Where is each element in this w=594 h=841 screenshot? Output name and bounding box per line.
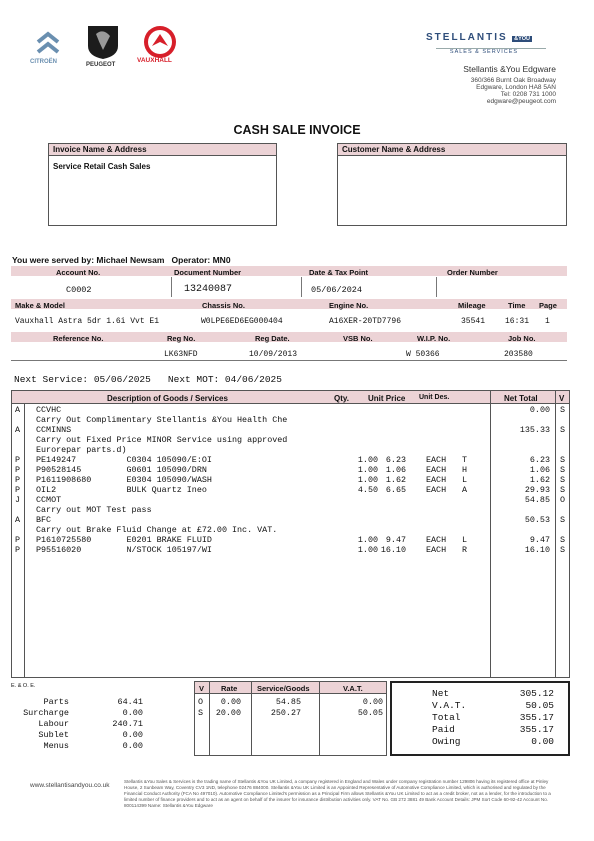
line-net: 54.85 [524,495,550,505]
vat-code: S [198,708,204,718]
line-net: 29.93 [524,485,550,495]
invoice-title: CASH SALE INVOICE [233,123,361,137]
line-net: 9.47 [529,535,550,545]
line-unit: EACH [426,465,447,475]
vat-analysis [194,681,387,756]
col-v-header: V [559,394,565,403]
line-desc: Carry out Brake Fluid Change at £72.00 Inc. VAT. [36,525,278,535]
summary-value: 50.05 [525,700,554,711]
reg-label: Reg No. [167,334,196,343]
line-desc: P1611908680 E0304 105090/WASH [36,475,212,485]
subtotal-value: 240.71 [112,719,143,729]
chassis-label: Chassis No. [202,301,245,310]
citroen-wordmark: CITROËN [30,59,57,65]
citroen-logo [28,28,68,68]
col-net-header: Net Total [504,394,538,403]
line-item [12,415,569,425]
subtotal-label: Labour [38,719,69,729]
peugeot-wordmark: PEUGEOT [86,62,116,68]
account-no-label: Account No. [56,268,101,277]
line-item [12,475,569,485]
regdate-label: Reg Date. [255,334,290,343]
date-label: Date & Tax Point [309,268,369,277]
line-desc: CCVHC [36,405,62,415]
doc-no: 13240087 [184,284,233,295]
eoe-note: E. & O. E. [11,683,36,689]
dealer-addr2: Edgware, London HA8 5AN [476,84,556,91]
dealer-email: edgware@peugeot.com [486,98,556,105]
summary-row [392,712,568,722]
summary-value: 0.00 [531,736,554,747]
stellantis-wordmark: STELLANTIS [426,32,508,43]
summary-row [392,736,568,746]
subtotal-value: 64.41 [117,697,143,707]
line-vat-code: A [462,485,468,495]
line-desc: Eurorepar parts.d) [36,445,127,455]
col-qty-header: Qty. [334,394,349,403]
make-value: Vauxhall Astra 5dr 1.6i Vvt E1 [15,317,160,326]
dealer-address [463,64,556,105]
line-vat: S [560,455,566,465]
peugeot-logo [84,24,124,68]
subtotal-value: 0.00 [122,741,143,751]
line-price: 6.65 [385,485,406,495]
wip-value: W 50366 [406,350,440,359]
line-qty: 4.50 [357,485,378,495]
subtotal-label: Surcharge [23,708,69,718]
line-unit: EACH [426,455,447,465]
line-net: 1.62 [529,475,550,485]
line-item [12,455,569,465]
account-no: C0002 [66,285,92,295]
order-label: Order Number [447,268,498,277]
vat-goods: 54.85 [275,697,301,707]
page-label: Page [539,301,557,310]
date-value: 05/06/2024 [311,285,363,295]
chassis-value: W0LPE6ED6EG000404 [201,317,283,326]
invoice-summary [390,681,570,756]
subtotal-row [11,741,151,751]
customer-address-label: Customer Name & Address [338,144,566,156]
mileage-value: 35541 [461,317,486,326]
line-vat: S [560,475,566,485]
line-qty: 1.00 [357,535,378,545]
line-unit: EACH [426,485,447,495]
dealer-name: Stellantis &You Edgware [463,64,556,74]
line-price: 16.10 [380,545,406,555]
vat-rate-header: Rate [221,684,238,693]
line-vat-code: L [462,535,468,545]
vat-rate: 20.00 [215,708,241,718]
vauxhall-logo [137,24,187,68]
line-desc: OIL2 BULK Quartz Ineo [36,485,207,495]
peugeot-shield-icon [84,24,122,60]
line-desc: CCMOT [36,495,62,505]
line-code: A [15,425,21,435]
line-code: P [15,455,21,465]
line-vat: S [560,425,566,435]
summary-value: 355.17 [519,724,554,735]
subtotal-label: Sublet [38,730,69,740]
line-vat: S [560,485,566,495]
line-desc: BFC [36,515,52,525]
col-unit-des-header: Unit Des. [419,394,450,401]
line-code: A [15,405,21,415]
subtotal-row [11,719,151,729]
line-qty: 1.00 [357,475,378,485]
line-unit: EACH [426,535,447,545]
subtotal-value: 0.00 [122,708,143,718]
line-price: 9.47 [385,535,406,545]
line-vat-code: T [462,455,468,465]
line-vat-code: L [462,475,468,485]
wip-label: W.I.P. No. [417,334,451,343]
subtotal-row [11,708,151,718]
line-desc: P1610725580 E0201 BRAKE FLUID [36,535,212,545]
served-by: You were served by: Michael Newsam Operator: MN0 [12,255,231,265]
subtotal-row [11,697,151,707]
summary-row [392,688,568,698]
summary-label: Paid [432,724,455,735]
engine-value: A16XER-20TD7796 [329,317,402,326]
summary-value: 305.12 [519,688,554,699]
line-item [12,485,569,495]
line-desc: Carry out Fixed Price MINOR Service using approved [36,435,288,445]
vat-amount-header: V.A.T. [343,684,363,693]
stellantis-logo [426,27,556,57]
line-item [12,505,569,515]
line-code: P [15,485,21,495]
line-net: 16.10 [524,545,550,555]
summary-row [392,700,568,710]
summary-value: 355.17 [519,712,554,723]
line-item [12,515,569,525]
vat-amount: 0.00 [362,697,383,707]
line-desc: CCMINNS [36,425,72,435]
line-net: 50.53 [524,515,550,525]
vauxhall-wordmark: VAUXHALL [137,57,172,64]
subtotal-value: 0.00 [122,730,143,740]
vat-rate: 0.00 [220,697,241,707]
line-net: 0.00 [529,405,550,415]
vat-goods: 250.27 [270,708,301,718]
vehicle-info-grid [11,266,567,364]
you-badge: &YOU [514,36,531,42]
line-vat: S [560,405,566,415]
line-item [12,445,569,455]
line-item [12,465,569,475]
col-desc-header: Description of Goods / Services [107,394,228,403]
line-unit: EACH [426,475,447,485]
line-qty: 1.00 [357,465,378,475]
footer-legal: Stellantis &You Sales & Services is the trading name of Stellantis &You UK Limited, a company registered in England and Wales under company registration number 129806 having its registered office at Pinley House, 2 Sunbeam Way, Coventry CV3 1ND, telephone 02476 884000. Stellantis &You UK Limited is an Appointed Representative of Automotive Compliance Limited, which is authorised and regulated by the Financial Conduct Authority (FCA No 497010). Automotive Compliance Limited's permission as a Principal Firm allows Stellantis &You UK Limited to act as a credit broker, not as a lender, for the introduction to a limited number of finance providers and to act as an agent on behalf of the insurer for insurance distribution activities only. VAT No. GB 272 3881 49 Bank Account Details: JPM Sort Code 60-92-42 Account No. 800114399 Name: Stellantis &You Edgware [124,779,551,808]
stellantis-subtitle: SALES & SERVICES [449,49,519,55]
dealer-tel: Tel: 0208 731 1000 [500,91,556,98]
line-code: P [15,465,21,475]
make-label: Make & Model [15,301,66,310]
invoice-address-box [48,143,277,226]
col-unit-price-header: Unit Price [368,394,406,403]
vat-code: O [198,697,204,707]
engine-label: Engine No. [329,301,369,310]
mileage-label: Mileage [458,301,486,310]
next-service: Next Service: 05/06/2025 Next MOT: 04/06/2025 [14,374,282,385]
subtotal-row [11,730,151,740]
line-net: 135.33 [519,425,550,435]
regdate-value: 10/09/2013 [249,350,298,359]
time-label: Time [508,301,526,310]
line-item [12,495,569,505]
vat-v-header: V [199,684,205,693]
line-desc: Carry Out Complimentary Stellantis &You Health Che [36,415,288,425]
line-desc: P90528145 G0601 105090/DRN [36,465,207,475]
vauxhall-griffin-icon [141,24,179,60]
line-unit: EACH [426,545,447,555]
line-vat: S [560,535,566,545]
page-value: 1 [545,317,550,326]
citroen-chevrons-icon [28,28,68,58]
line-item [12,435,569,445]
time-value: 16:31 [505,317,530,326]
vat-row [195,708,386,718]
line-item [12,545,569,555]
line-vat: O [560,495,566,505]
subtotal-label: Parts [43,697,69,707]
job-label: Job No. [508,334,536,343]
customer-address-box [337,143,567,226]
summary-label: Net [432,688,450,699]
invoice-address-label: Invoice Name & Address [49,144,276,156]
invoice-address-value: Service Retail Cash Sales [53,162,151,171]
line-price: 1.06 [385,465,406,475]
doc-no-label: Document Number [174,268,242,277]
line-qty: 1.00 [357,455,378,465]
line-desc: Carry out MOT Test pass [36,505,152,515]
line-qty: 1.00 [357,545,378,555]
summary-label: V.A.T. [432,700,467,711]
dealer-addr1: 360/366 Burnt Oak Broadway [470,77,556,84]
subtotal-label: Menus [43,741,69,751]
line-item [12,405,569,415]
footer-url[interactable]: www.stellantisandyou.co.uk [30,782,110,789]
vat-amount: 50.05 [357,708,383,718]
line-item [12,425,569,435]
reg-value: LK63NFD [164,350,198,359]
line-vat: S [560,545,566,555]
line-items-table [11,390,570,678]
line-vat-code: H [462,465,468,475]
line-net: 1.06 [529,465,550,475]
vsb-label: VSB No. [343,334,373,343]
vat-row [195,697,386,707]
line-net: 6.23 [529,455,550,465]
summary-row [392,724,568,734]
summary-label: Total [432,712,461,723]
line-vat-code: R [462,545,468,555]
line-price: 6.23 [385,455,406,465]
line-code: A [15,515,21,525]
line-item [12,525,569,535]
line-code: P [15,545,21,555]
line-code: P [15,475,21,485]
summary-label: Owing [432,736,461,747]
line-vat: S [560,465,566,475]
line-vat: S [560,515,566,525]
line-code: J [15,495,21,505]
ref-label: Reference No. [53,334,104,343]
job-value: 203580 [504,350,533,359]
totals-left [11,697,151,757]
line-desc: P95516020 N/STOCK 105197/WI [36,545,212,555]
line-desc: PE149247 C0304 105090/E:OI [36,455,212,465]
line-price: 1.62 [385,475,406,485]
line-code: P [15,535,21,545]
line-item [12,535,569,545]
vat-goods-header: Service/Goods [257,684,310,693]
